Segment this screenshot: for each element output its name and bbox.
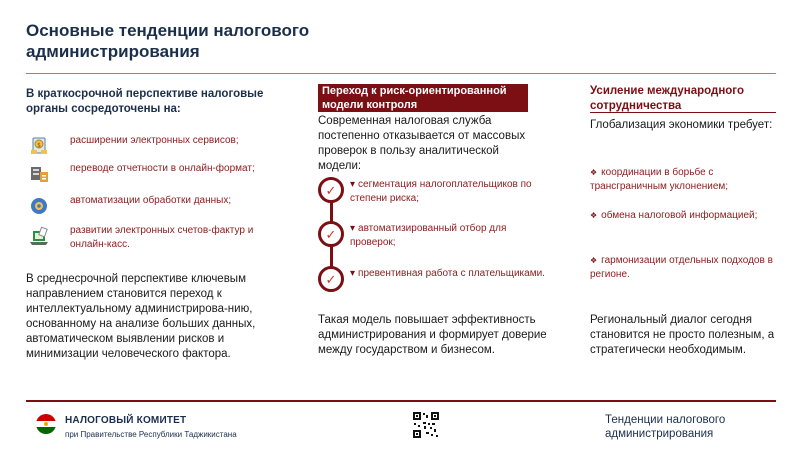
- list-item: [590, 166, 790, 193]
- risk-model-heading: Переход к риск-ориентированной модели контроля: [318, 84, 528, 112]
- risk-model-item-label: превентивная работа с плательщиками.: [358, 268, 545, 279]
- international-divider: [590, 112, 776, 113]
- international-item-label: координации в борьбе с трансграничным уклонением;: [590, 167, 729, 192]
- international-heading: Усиление международного сотрудничества: [590, 85, 744, 112]
- risk-model-item-label: сегментация налогоплательщиков по степени риска;: [350, 179, 532, 204]
- international-intro: Глобализация экономики требует:: [590, 119, 773, 131]
- short-term-item-label: переводе отчетности в онлайн-формат;: [70, 163, 255, 174]
- list-item: [26, 162, 286, 192]
- check-icon: ✓: [318, 177, 344, 203]
- laptop-invoice-icon: [26, 224, 52, 248]
- report-transfer-icon: [26, 162, 52, 186]
- org-subtitle: при Правительстве Республики Таджикистана: [65, 430, 237, 439]
- short-term-heading: В краткосрочной перспективе налоговые органы сосредоточены на:: [26, 88, 264, 115]
- short-term-item-label: автоматизации обработки данных;: [70, 195, 232, 206]
- list-item: ▾ автоматизированный отбор для проверок;: [350, 223, 507, 248]
- footer-title: Тенденции налогового администрирования: [605, 414, 726, 440]
- footer-divider: [26, 400, 776, 402]
- list-item: ▾ превентивная работа с плательщиками.: [350, 268, 545, 279]
- risk-model-paragraph: Такая модель повышает эффективность администрирования и формирует доверие между государством и бизнесом.: [318, 314, 547, 356]
- diamond-bullet-icon: ❖: [590, 168, 598, 177]
- svg-text:$: $: [37, 142, 41, 149]
- title-divider: [26, 73, 776, 74]
- settings-data-icon: [26, 194, 52, 218]
- short-term-item-label: расширении электронных сервисов;: [70, 135, 239, 146]
- qr-code-icon: [413, 412, 439, 438]
- list-item: [26, 194, 286, 224]
- check-icon: ✓: [318, 221, 344, 247]
- list-item: [26, 224, 286, 254]
- short-term-item-label: развитии электронных счетов-фактур и онлайн-касс.: [70, 225, 254, 250]
- list-item: ▾ сегментация налогоплательщиков по степени риска;: [350, 179, 532, 204]
- page-title: Основные тенденции налогового администрирования: [26, 21, 310, 61]
- list-item: [590, 254, 790, 281]
- coins-document-icon: [26, 134, 52, 158]
- org-name: НАЛОГОВЫЙ КОМИТЕТ: [65, 415, 187, 426]
- medium-term-paragraph: В среднесрочной перспективе ключевым направлением становится переход к интеллектуальному администрирова-нию, основанному на анализе больших данных, автоматическом выявлении рисков и минимизации человеческого фактора.: [26, 273, 256, 360]
- diamond-bullet-icon: ❖: [590, 256, 598, 265]
- check-icon: ✓: [318, 266, 344, 292]
- international-item-label: обмена налоговой информацией;: [601, 210, 758, 221]
- diamond-bullet-icon: ❖: [590, 211, 598, 220]
- international-item-label: гармонизации отдельных подходов в регионе.: [590, 255, 773, 280]
- risk-model-item-label: автоматизированный отбор для проверок;: [350, 223, 507, 248]
- list-item: [26, 134, 286, 164]
- international-paragraph: Региональный диалог сегодня становится не просто полезным, а стратегически необходимым.: [590, 314, 775, 356]
- flag-icon: [36, 414, 56, 434]
- risk-model-intro: Современная налоговая служба постепенно отказывается от массовых проверок в пользу аналитической модели:: [318, 115, 526, 172]
- list-item: [590, 209, 790, 223]
